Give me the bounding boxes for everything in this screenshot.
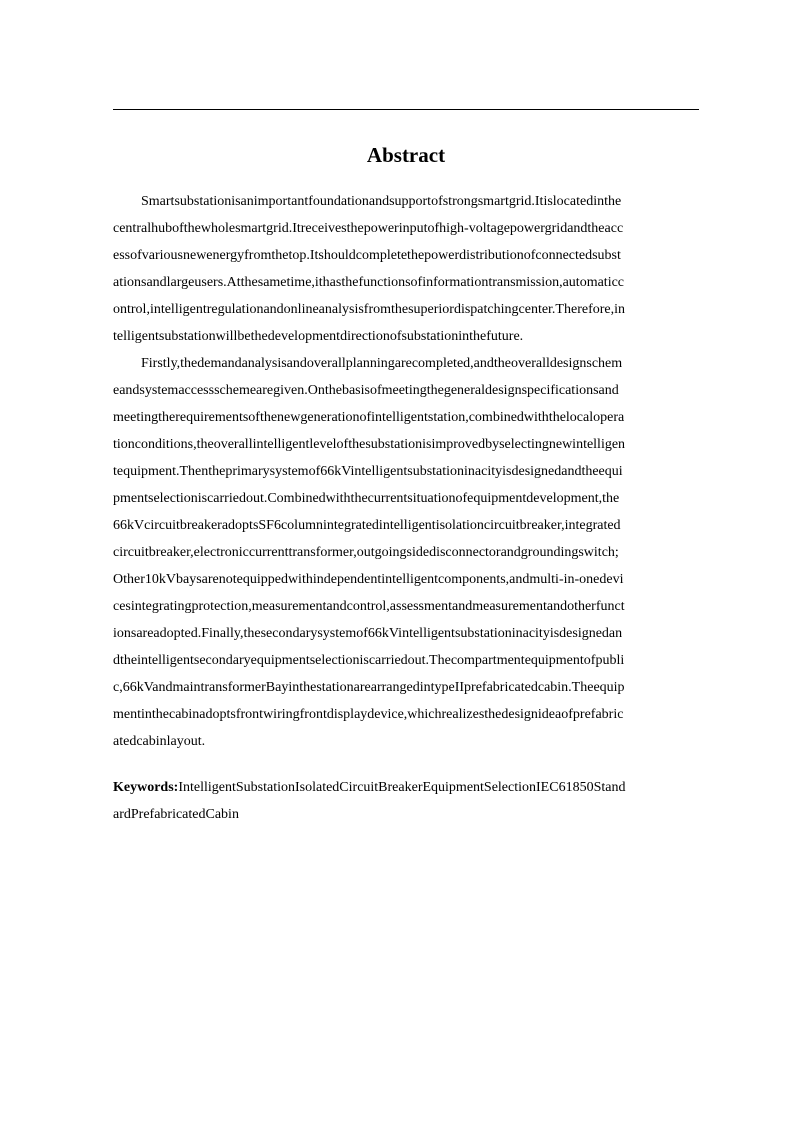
paragraph-2-line-2: eandsystemaccessschemearegiven.Onthebasisofmeetingthegeneraldesignspecificationsand — [113, 383, 619, 398]
paragraph-2-line-14: mentinthecabinadoptsfrontwiringfrontdisplaydevice,whichrealizesthedesignideaofprefabric — [113, 707, 624, 722]
paragraph-2-line-1: Firstly,thedemandanalysisandoverallplanningarecompleted,andtheoveralldesignschem — [141, 356, 623, 371]
keywords-line-1 — [113, 779, 699, 797]
paragraph-2-line-9: Other10kVbaysarenotequippedwithindependentintelligentcomponents,andmulti-in-onedevi — [113, 572, 624, 587]
paragraph-1-line-1: Smartsubstationisanimportantfoundationandsupportofstrongsmartgrid.Itislocatedinthe — [141, 194, 622, 209]
paragraph-2-line-5: tequipment.Thentheprimarysystemof66kVintelligentsubstationinacityisdesignedandtheequi — [113, 464, 623, 479]
paragraph-1-line-6: telligentsubstationwillbethedevelopmentdirectionofsubstationinthefuture. — [113, 329, 524, 344]
paragraph-2-line-3: meetingtherequirementsofthenewgenerationofintelligentstation,combinedwiththelocalopera — [113, 410, 625, 425]
paragraph-2-line-8: circuitbreaker,electroniccurrenttransformer,outgoingsidedisconnectorandgroundingswitch; — [113, 545, 619, 560]
paragraph-1-line-3: essofvariousnewenergyfromthetop.Itshouldcompletethepowerdistributionofconnectedsubst — [113, 248, 621, 263]
paragraph-1-line-4: ationsandlargeusers.Atthesametime,ithasthefunctionsofinformationtransmission,automaticc — [113, 275, 625, 290]
header-rule — [113, 109, 699, 110]
paragraph-2-line-4: tionconditions,theoverallintelligentlevelofthesubstationisimprovedbyselectingnewintelligen — [113, 437, 626, 452]
paragraph-2-line-7: 66kVcircuitbreakeradoptsSF6columnintegratedintelligentisolationcircuitbreaker,integrated — [113, 518, 621, 533]
paragraph-2-line-12: dtheintelligentsecondaryequipmentselectioniscarriedout.Thecompartmentequipmentofpubli — [113, 653, 625, 668]
abstract-title: Abstract — [366, 143, 446, 167]
paragraph-1-line-2: centralhubofthewholesmartgrid.Itreceivesthepowerinputofhigh-voltagepowergridandtheacc — [113, 221, 624, 236]
paragraph-2-line-6: pmentselectioniscarriedout.Combinedwiththecurrentsituationofequipmentdevelopment,the — [113, 491, 620, 506]
paragraph-2-line-11: ionsareadopted.Finally,thesecondarysystemof66kVintelligentsubstationinacityisdesignedan — [113, 626, 623, 641]
paragraph-1-line-5: ontrol,intelligentregulationandonlineanalysisfromthesuperiordispatchingcenter.Therefore,in — [113, 302, 626, 317]
paragraph-2-line-10: cesintegratingprotection,measurementandcontrol,assessmentandmeasurementandotherfunct — [113, 599, 625, 614]
keywords-label: Keywords: — [113, 780, 179, 795]
keywords-text-1: IntelligentSubstationIsolatedCircuitBreakerEquipmentSelectionIEC61850Stand — [178, 780, 626, 795]
keywords-line-2: ardPrefabricatedCabin — [113, 807, 239, 822]
paragraph-2-line-15: atedcabinlayout. — [113, 734, 206, 749]
paragraph-2-line-13: c,66kVandmaintransformerBayinthestationarearrangedintypeIIprefabricatedcabin.Theequip — [113, 680, 625, 695]
